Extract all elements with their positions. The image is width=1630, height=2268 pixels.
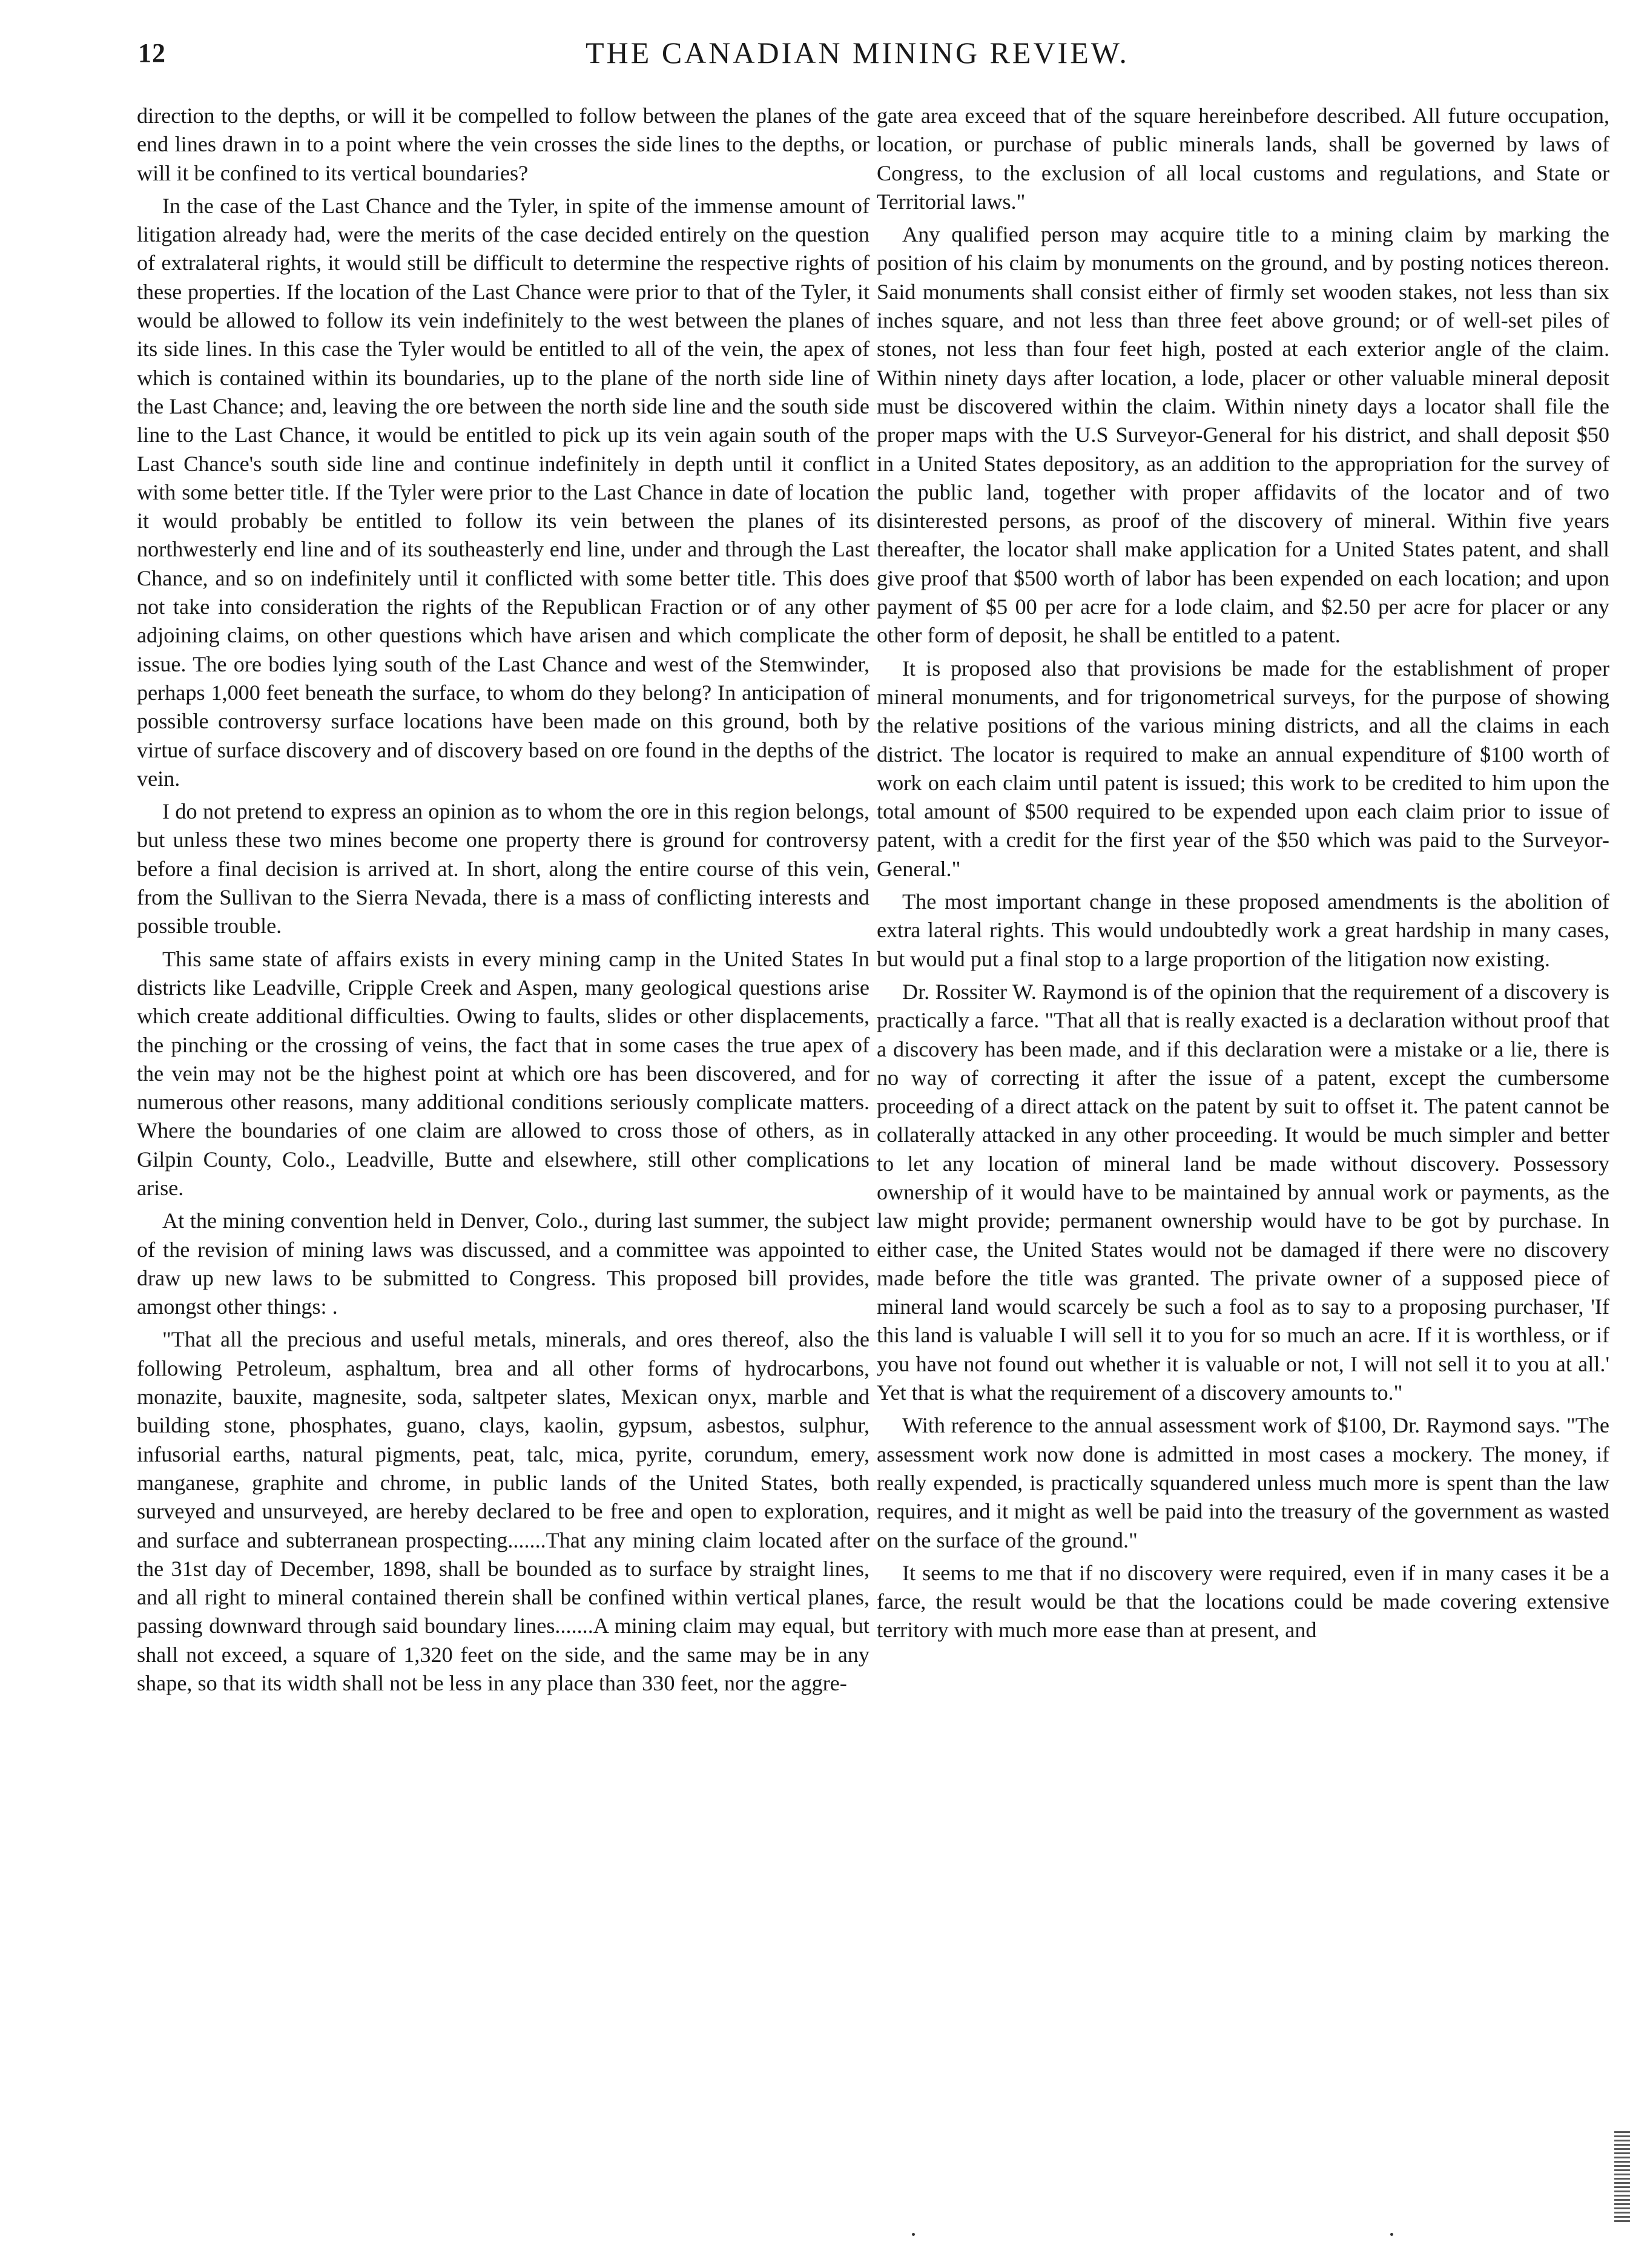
quoted-bill-paragraph: "That all the precious and useful metals, minerals, and ores thereof, also the following Petroleum, asphaltum, brea and all other forms of hydrocarbons, monazite, bauxite, magnesite, soda, saltpeter slates, Mexican onyx, marble and building stone, phosphates, guano, clays, kaolin, gypsum, asbestos, sulphur, infusorial earths, natural pigments, peat, talc, mica, pyrite, corundum, emery, manganese, graphite and chrome, in public lands of the United States, both surveyed and unsurveyed, are hereby declared to be free and open to exploration, and surface and subterranean prospecting.......That any mining claim located after the 31st day of December, 1898, shall be bounded as to surface by straight lines, and all right to mineral contained therein shall be confined within vertical planes, passing downward through said boundary lines.......A mining claim may equal, but shall not exceed, a square of 1,320 feet on the side, and the same may be in any shape, so that its width shall not be less in any place than 330 feet, nor the aggre- <box>137 1327 869 1696</box>
left-column <box>137 102 869 1702</box>
paragraph: I do not pretend to express an opinion as to whom the ore in this region belongs, but unless these two mines become one property there is ground for controversy before a final decision is arrived at. In short, along the entire course of this vein, from the Sullivan to the Sierra Nevada, there is a mass of conflicting interests and possible trouble. <box>137 799 869 938</box>
paragraph: At the mining convention held in Denver, Colo., during last summer, the subject of the revision of mining laws was discussed, and a committee was appointed to draw up new laws to be submitted to Congress. This proposed bill provides, amongst other things: . <box>137 1208 869 1319</box>
paragraph: With reference to the annual assessment work of $100, Dr. Raymond says. "The assessment work now done is admitted in most cases a mockery. The money, if really expended, is practically squandered unless much more is spent than the law requires, and it might as well be paid into the treasury of the government as wasted on the surface of the ground." <box>877 1413 1609 1552</box>
paragraph: Dr. Rossiter W. Raymond is of the opinion that the requirement of a discovery is practically a farce. "That all that is really exacted is a declaration without proof that a discovery has been made, and if this declaration were a mistake or a lie, there is no way of correcting it after the issue of a patent, except the cumbersome proceeding of a direct attack on the patent by suit to offset it. The patent cannot be collaterally attacked in any other proceeding. It would be much simpler and better to let any location of mineral land be made without discovery. Possessory ownership of it would have to be maintained by annual work or payments, as the law might provide; permanent ownership would have to be got by purchase. In either case, the United States would not be damaged if there were no discovery made before the title was granted. The private owner of a supposed piece of mineral land would scarcely be such a fool as to say to a proposing purchaser, 'If this land is valuable I will sell it to you for so much an acre. If it is worthless, or if you have not found out whether it is valuable or not, I will not sell it to you at all.' Yet that is what the requirement of a discovery amounts to." <box>877 979 1609 1405</box>
paragraph: In the case of the Last Chance and the Tyler, in spite of the immense amount of litigation already had, were the merits of the case decided entirely on the question of extralateral rights, it would still be difficult to determine the respective rights of these properties. If the location of the Last Chance were prior to that of the Tyler, it would be allowed to follow its vein indefinitely to the west between the planes of its side lines. In this case the Tyler would be entitled to all of the vein, the apex of which is contained within its boundaries, up to the plane of the north side line of the Last Chance; and, leaving the ore between the north side line and the south side line to the Last Chance, it would be entitled to pick up its vein again south of the Last Chance's south side line and continue indefinitely in depth until it conflict with some better title. If the Tyler were prior to the Last Chance in date of location it would probably be entitled to follow its vein between the planes of its northwesterly end line and of its southeasterly end line, under and through the Last Chance, and so on indefinitely until it conflicted with some better title. This does not take into consideration the rights of the Republican Fraction or of any other adjoining claims, on other questions which have arisen and which complicate the issue. The ore bodies lying south of the Last Chance and west of the Stemwinder, perhaps 1,000 feet beneath the surface, to whom do they belong? In anticipation of possible controversy surface locations have been made on this ground, both by virtue of surface discovery and of discovery based on ore found in the depths of the vein. <box>137 193 869 791</box>
paragraph: direction to the depths, or will it be compelled to follow between the planes of the end lines drawn in to a point where the vein crosses the side lines to the depths, or will it be confined to its vertical boundaries? <box>137 104 869 185</box>
paragraph: This same state of affairs exists in every mining camp in the United States In districts like Leadville, Cripple Creek and Aspen, many geological questions arise which create additional difficulties. Owing to faults, slides or other displacements, the pinching or the crossing of veins, the fact that in some cases the true apex of the vein may not be the highest point at which ore has been discovered, and for numerous other reasons, many additional conditions seriously complicate matters. Where the boundaries of one claim are allowed to cross those of others, as in Gilpin County, Colo., Leadville, Butte and elsewhere, still other complications arise. <box>137 946 869 1200</box>
paragraph: It is proposed also that provisions be made for the establishment of proper mineral monuments, and for trigonometrical surveys, for the purpose of showing the relative positions of the various mining districts, and all the claims in each district. The locator is required to make an annual expenditure of $100 worth of work on each claim until patent is issued; this work to be credited to him upon the total amount of $500 required to be expended upon each claim prior to issue of patent, with a credit for the first year of the $50 which was paid to the Surveyor-General." <box>877 656 1609 881</box>
running-head: THE CANADIAN MINING REVIEW. <box>586 36 1129 70</box>
scan-edge-mark <box>1614 2131 1630 2222</box>
paragraph: Any qualified person may acquire title to a mining claim by marking the position of his claim by monuments on the ground, and by posting notices thereon. Said monuments shall consist either of firmly set wooden stakes, not less than six inches square, and not less than three feet above ground; or of well-set piles of stones, not less than four feet high, posted at each exterior angle of the claim. Within ninety days after location, a lode, placer or other valuable mineral deposit must be discovered within the claim. Within ninety days a locator shall file the proper maps with the U.S Surveyor-General for his district, and shall deposit $50 in a United States depository, as an addition to the appropriation for the survey of the public land, together with proper affidavits of the locator and of two disinterested persons, as proof of the discovery of mineral. Within five years thereafter, the locator shall make application for a United States patent, and shall give proof that $500 worth of labor has been expended on each location; and upon payment of $5 00 per acre for a lode claim, and $2.50 per acre for placer or any other form of deposit, he shall be entitled to a patent. <box>877 222 1609 648</box>
paragraph: It seems to me that if no discovery were required, even if in many cases it be a farce, the result would be that the locations could be made covering extensive territory with much more ease than at present, and <box>877 1560 1609 1643</box>
paragraph: gate area exceed that of the square hereinbefore described. All future occupation, location, or purchase of public minerals lands, shall be governed by laws of Congress, to the exclusion of all local customs and regulations, and State or Territorial laws." <box>877 104 1609 214</box>
scan-speck <box>912 2233 915 2236</box>
paragraph: The most important change in these proposed amendments is the abolition of extra lateral rights. This would undoubtedly work a great hardship in many cases, but would put a final stop to a large proportion of the litigation now existing. <box>877 889 1609 971</box>
right-column <box>877 102 1609 1649</box>
page-number: 12 <box>138 38 166 68</box>
scan-speck <box>1390 2233 1393 2236</box>
